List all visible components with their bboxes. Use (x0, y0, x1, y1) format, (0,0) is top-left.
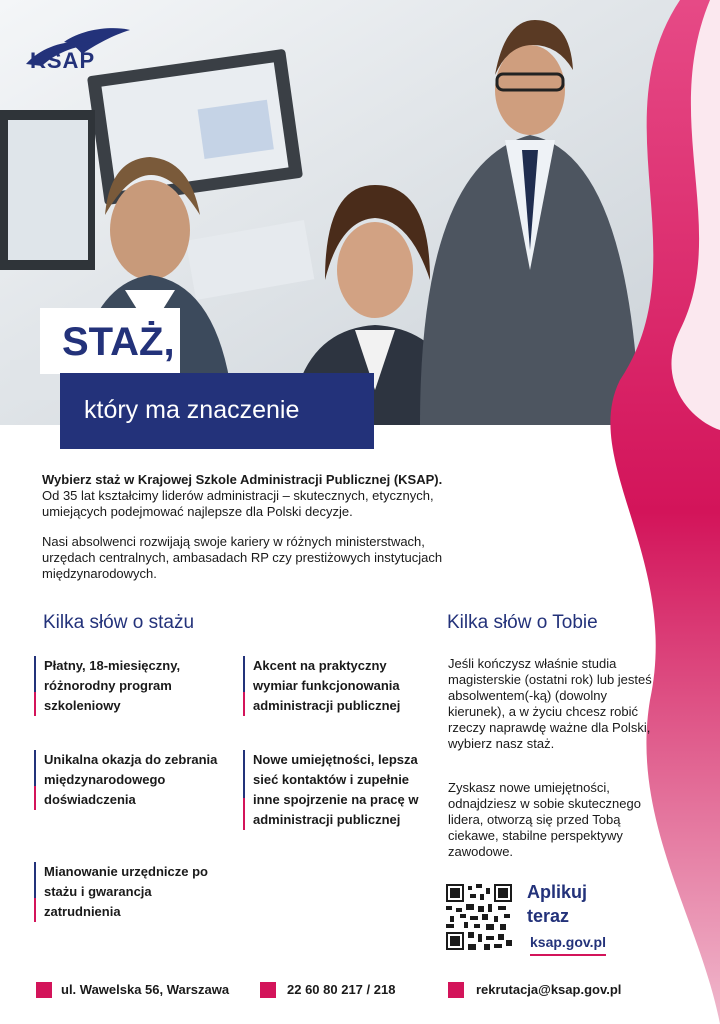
footer-email[interactable]: rekrutacja@ksap.gov.pl (476, 982, 622, 997)
footer-address: ul. Wawelska 56, Warszawa (61, 982, 230, 997)
address-bullet-icon (36, 982, 52, 998)
feature-item-paid: Płatny, 18-miesięczny, różnorodny program szkoleniowy (34, 656, 214, 716)
hero-title-line1: STAŻ, (62, 320, 175, 364)
intro-text (42, 472, 472, 596)
qr-code-icon[interactable] (446, 884, 512, 950)
apply-now-label (527, 880, 587, 928)
feature-item-skills: Nowe umiejętności, lepsza sieć kontaktów i zupełnie inne spojrzenie na pracę w administracji publicznej (243, 750, 433, 830)
flag-ribbon-decoration (560, 0, 720, 1024)
apply-line1: Aplikuj (527, 882, 588, 902)
feature-item-international: Unikalna okazja do zebrania międzynarodowego doświadczenia (34, 750, 244, 810)
feature-item-practical: Akcent na praktyczny wymiar funkcjonowania administracji publicznej (243, 656, 428, 716)
logo-text: KSAP (30, 48, 96, 73)
about-you-paragraph-1: Jeśli kończysz właśnie studia magisterskie (ostatni rok) lub jesteś absolwentem(-ką) (dowolny kierunek), a w życiu chcesz robić rzeczy naprawdę ważne dla Polski, wybierz nasz staż. (448, 656, 652, 751)
about-you-heading: Kilka słów o Tobie (447, 612, 598, 633)
email-bullet-icon (448, 982, 464, 998)
intro-lead-rest: Od 35 lat kształcimy liderów administracji – skutecznych, etycznych, umiejących podejmować najlepsze dla Polski decyzje. (42, 488, 434, 519)
intro-lead: Wybierz staż w Krajowej Szkole Administracji Publicznej (KSAP). (42, 472, 443, 487)
hero-title-line2: który ma znaczenie (84, 396, 300, 424)
about-you-paragraph-2: Zyskasz nowe umiejętności, odnajdziesz w sobie skutecznego lidera, otworzą się przed Tobą ciekawe, stabilne perspektywy zawodowe. (448, 780, 641, 859)
internship-heading: Kilka słów o stażu (43, 612, 195, 633)
footer-phone[interactable]: 22 60 80 217 / 218 (287, 982, 396, 997)
feature-item-appointment: Mianowanie urzędnicze po stażu i gwarancja zatrudnienia (34, 862, 219, 922)
website-link[interactable]: ksap.gov.pl (530, 934, 606, 956)
phone-bullet-icon (260, 982, 276, 998)
apply-line2: teraz (527, 906, 570, 926)
intro-paragraph-2: Nasi absolwenci rozwijają swoje kariery w różnych ministerstwach, urzędach centralnych, ambasadach RP czy prestiżowych instytucjach międzynarodowych. (42, 534, 443, 581)
intro-paragraph-1 (42, 472, 472, 520)
